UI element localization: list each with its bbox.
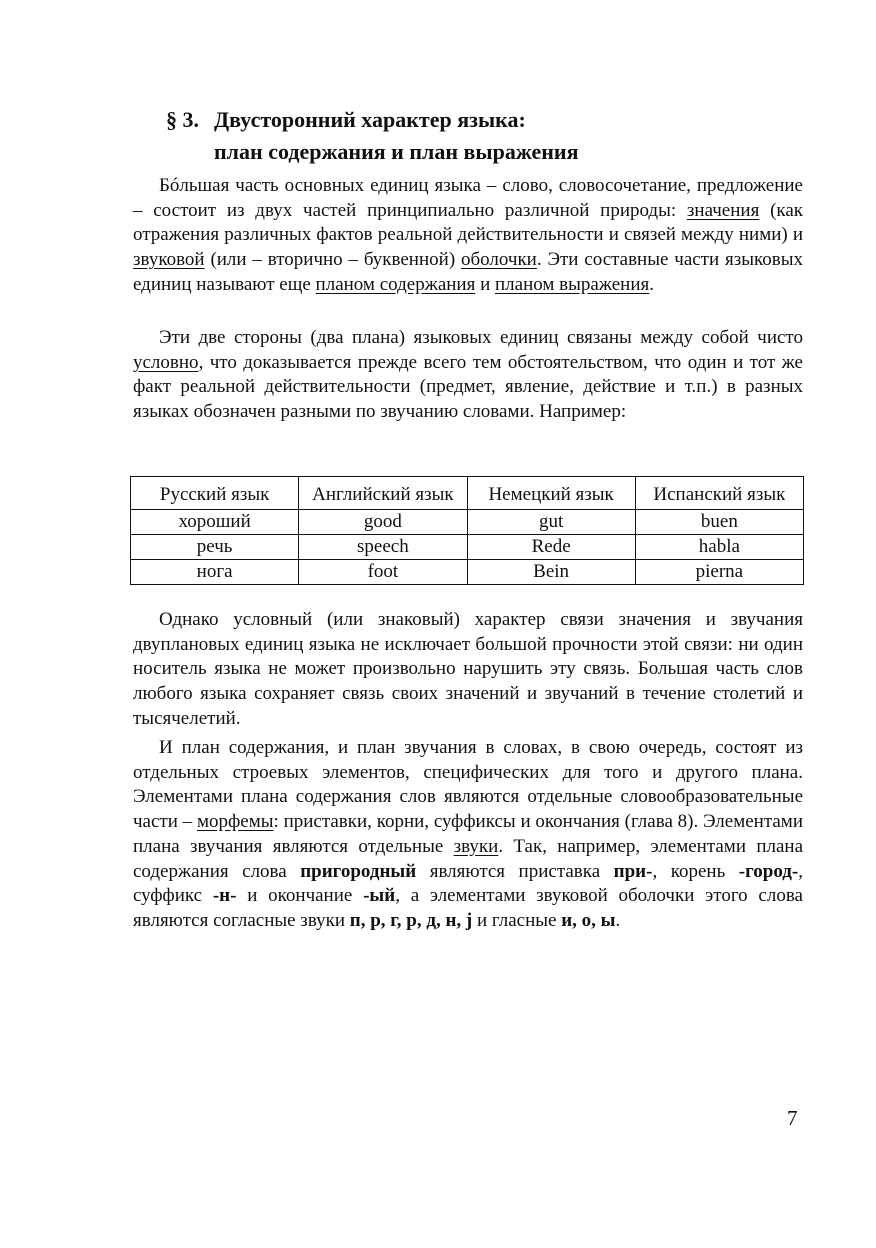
example-suffix: -н-	[212, 885, 237, 907]
term-uslovno: условно	[133, 351, 199, 373]
table-header-row	[131, 477, 804, 510]
section-number: § 3.	[166, 107, 199, 132]
page-number: 7	[787, 1106, 798, 1130]
text-run: (как отражения различных фактов реальной действительности и связей между ними) и	[133, 199, 804, 246]
table-row	[131, 560, 804, 585]
term-plan-soderzhaniya: планом содержания	[315, 273, 476, 295]
paragraph-4	[133, 736, 803, 934]
heading-line-2: план содержания и план выражения	[214, 139, 579, 164]
term-zvukovoy: звуковой	[133, 249, 205, 271]
paragraph-1	[133, 174, 803, 298]
text-run: , а элементами звуковой оболочки этого слова являются согласные звуки	[133, 885, 803, 931]
section-heading	[166, 104, 579, 168]
text-run: .	[615, 909, 621, 931]
table-cell: речь	[131, 535, 299, 560]
table-cell: Bein	[467, 560, 635, 585]
table-row	[131, 535, 804, 560]
table-cell: gut	[467, 510, 635, 535]
table-cell: speech	[299, 535, 467, 560]
text-run: : приставки, корни, суффиксы и окончания (глава 8). Элементами плана звучания являются отдельные	[133, 811, 803, 857]
text-run: и окончание	[236, 885, 364, 907]
text-run: , корень	[652, 860, 739, 882]
text-run: . Эти составные части языковых единиц называют еще	[133, 249, 803, 295]
column-header: Русский язык	[131, 477, 299, 510]
column-header: Испанский язык	[635, 477, 803, 510]
text-run: .	[649, 273, 654, 295]
term-znacheniya: значения	[686, 199, 760, 221]
text-run: (или – вторично – буквенной)	[204, 249, 461, 271]
text-run: . Так, например, элементами плана содержания слова	[133, 835, 804, 882]
column-header: Немецкий язык	[467, 477, 635, 510]
example-prefix: при-	[613, 860, 653, 882]
text-run: и гласные	[472, 909, 562, 931]
paragraph-2	[133, 326, 803, 425]
example-root: -город-	[738, 860, 799, 882]
term-obolochki: оболочки	[460, 249, 537, 271]
term-morfemy: морфемы	[196, 811, 274, 833]
table-cell: хороший	[131, 510, 299, 535]
table-cell: pierna	[635, 560, 803, 585]
example-ending: -ый	[363, 885, 396, 907]
table-cell: buen	[635, 510, 803, 535]
translation-table	[130, 476, 804, 585]
table-cell: habla	[635, 535, 803, 560]
example-word: пригородный	[300, 860, 417, 882]
text-run: , что доказывается прежде всего тем обстоятельством, что один и тот же факт реальной действительности (предмет, явление, действие и т.п.) в разных языках обозначен разными по звучанию словами. Например:	[133, 351, 803, 423]
table-cell: Rede	[467, 535, 635, 560]
text-run: и	[475, 273, 496, 295]
text-run: И план содержания, и план звучания в словах, в свою очередь, состоят из отдельных строевых элементов, специфических для того и другого плана. Элементами плана содержания слов являются отдельные словообразовательные части –	[133, 737, 803, 833]
table-cell: нога	[131, 560, 299, 585]
column-header: Английский язык	[299, 477, 467, 510]
table-row	[131, 510, 804, 535]
heading-line-1: Двусторонний характер языка:	[214, 107, 526, 132]
example-vowels: и, о, ы	[561, 909, 616, 931]
text-run: Эти две стороны (два плана) языковых единиц связаны между собой чисто	[159, 327, 803, 348]
text-run: , суффикс	[133, 860, 803, 907]
paragraph-3: Однако условный (или знаковый) характер связи значения и звучания двуплановых единиц языка не исключает большой прочности этой связи: ни один носитель языка не может произвольно нарушить эту связь. Большая часть слов любого языка сохраняет связь своих значений и звучаний в течение столетий и тысячелетий.	[133, 609, 803, 729]
text-run: Бóльшая часть основных единиц языка – слово, словосочетание, предложение – состоит из двух частей принципиально различной природы:	[133, 175, 803, 221]
table-cell: good	[299, 510, 467, 535]
example-consonants: п, р, г, р, д, н, j	[349, 909, 473, 931]
text-run: являются приставка	[416, 860, 614, 882]
table-cell: foot	[299, 560, 467, 585]
term-zvuki: звуки	[453, 835, 499, 857]
term-plan-vyrazheniya: планом выражения	[495, 273, 650, 295]
